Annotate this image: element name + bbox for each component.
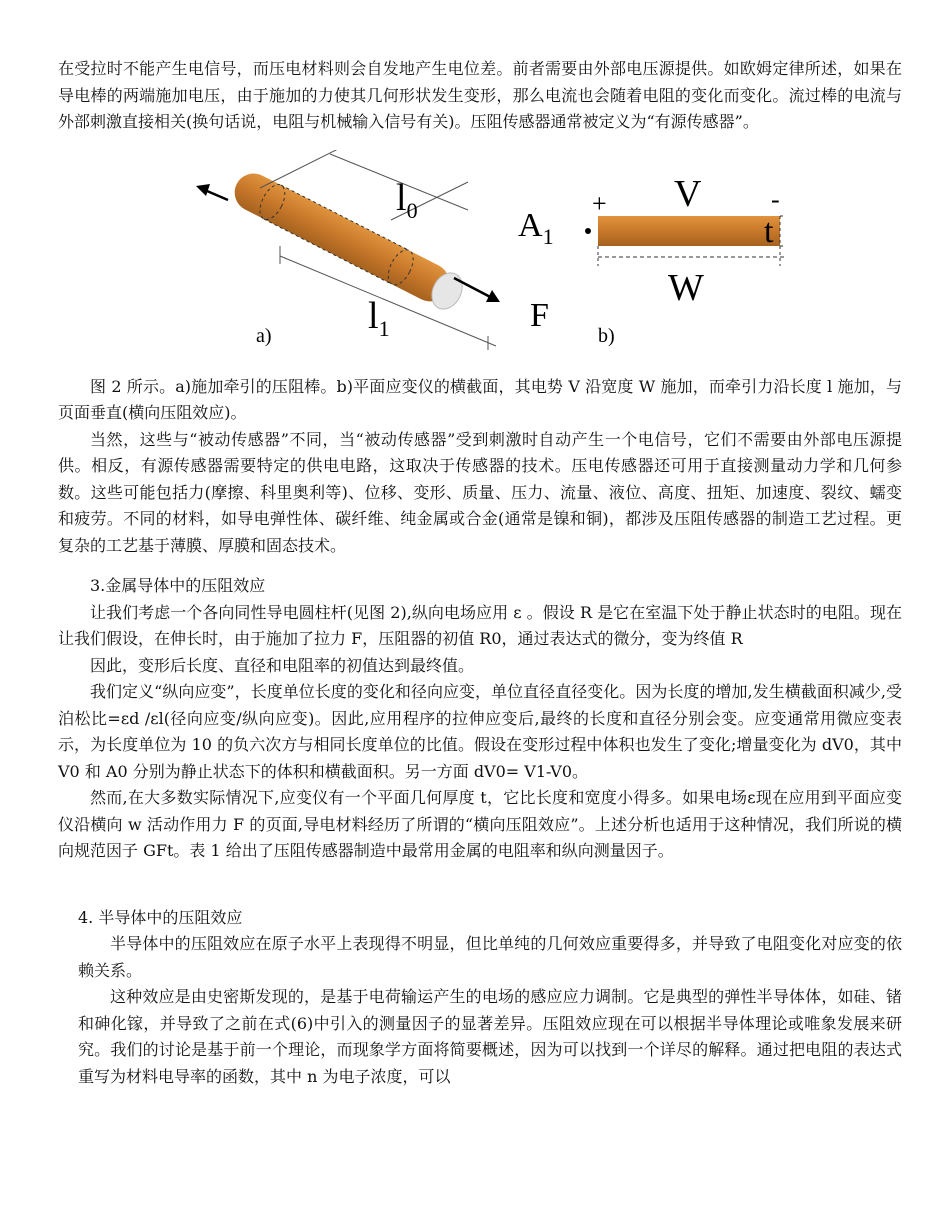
force-label: F [530,296,549,334]
gauge-body [598,216,780,246]
document-page [58,56,902,1090]
figure-caption: 图 2 所示。a)施加牵引的压阻棒。b)平面应变仪的横截面，其电势 V 沿宽度 W 施加，而牵引力沿长度 l 施加，与页面垂直(横向压阻效应)。 [58,376,902,422]
paragraph-3-4: 然而,在大多数实际情况下,应变仪有一个平面几何厚度 t，它比长度和宽度小得多。如果电场ε现在应用到平面应变仪沿横向 w 活动作用力 F 的页面,导电材料经历了所谓的“横向压阻效应”。上述分析也适用于这种情况，我们所说的横向规范因子 GFt。表 1 给出了压阻传感器制造中最常用金属的电阻率和纵向测量因子。 [58,788,902,860]
w-label: W [668,266,704,309]
panel-a-label: a) [256,324,272,347]
paragraph-4-1: 半导体中的压阻效应在原子水平上表现得不明显，但比单纯的几何效应重要得多，并导致了电阻变化对应变的依赖关系。 [78,934,902,980]
planar-strain-gauge [585,173,786,347]
paragraph-3-2: 因此，变形后长度、直径和电阻率的初值达到最终值。 [90,655,475,675]
paragraph-3-3: 我们定义“纵向应变”，长度单位长度的变化和径向应变，单位直径直径变化。因为长度的增加,发生横截面积减少,受泊松比=εd /εl(径向应变/纵向应变)。因此,应用程序的拉伸应变后,最终的长度和直径分别会变。应变通常用微应变表示，为长度单位为 10 的负六次方与相同长度单位的比值。假设在变形过程中体积也发生了变化;增量变化为 dV0，其中 V0 和 A0 分别为静止状态下的体积和横截面积。另一方面 dV0= V1-V0。 [58,682,902,781]
arrow-head-left-icon [196,184,210,196]
minus-label: - [771,184,780,214]
paragraph-3-1: 让我们考虑一个各向同性导电圆柱杆(见图 2),纵向电场应用 ε 。假设 R 是它在室温下处于静止状态时的电阻。现在让我们假设，在伸长时，由于施加了拉力 F，压阻器的初值 R0，通过表达式的微分，变为终值 R [58,602,902,648]
terminal-left [585,228,591,234]
v-label: V [674,172,702,215]
l0-extension-line [260,150,340,188]
section-3-heading: 3.金属导体中的压阻效应 [90,576,266,595]
figure-2-diagram [196,150,786,360]
section-4 [78,905,902,1091]
figure-2 [58,150,902,360]
l1-label: $l_1$ [368,294,390,341]
a1-label: $A_1$ [518,206,554,249]
section-4-heading: 4. 半导体中的压阻效应 [78,907,243,927]
paragraph-4-2: 这种效应是由史密斯发现的，是基于电荷输运产生的电场的感应应力调制。它是典型的弹性半导体体，如硅、锗和砷化镓，并导致了之前在式(6)中引入的测量因子的显著差异。压阻效应现在可以根据半导体理论或唯象发展来研究。我们的讨论是基于前一个理论，而现象学方面将简要概述，因为可以找到一个详尽的解释。通过把电阻的表达式重写为材料电导率的函数，其中 n 为电子浓度，可以 [78,987,902,1086]
t-label: t [764,212,774,250]
piezoresistive-rod [196,150,554,350]
plus-label: + [592,188,607,218]
l0-label: $l_0$ [396,176,418,223]
paragraph-intro: 在受拉时不能产生电信号，而压电材料则会自发地产生电位差。前者需要由外部电压源提供。如欧姆定律所述，如果在导电棒的两端施加电压，由于施加的力使其几何形状发生变形，那么电流也会随着电阻的变化而变化。流过棒的电流与外部刺激直接相关(换句话说，电阻与机械输入信号有关)。压阻传感器通常被定义为“有源传感器”。 [58,59,902,131]
panel-b-label: b) [598,324,615,347]
rod-body [228,166,456,307]
paragraph-active-sensor: 当然，这些与“被动传感器”不同，当“被动传感器”受到刺激时自动产生一个电信号，它们不需要由外部电压源提供。相反，有源传感器需要特定的供电电路，这取决于传感器的技术。压电传感器还可用于直接测量动力学和几何参数。这些可能包括力(摩擦、科里奥利等)、位移、变形、质量、压力、流量、液位、高度、扭矩、加速度、裂纹、蠕变和疲劳。不同的材料，如导电弹性体、碳纤维、纯金属或合金(通常是镍和铜)，都涉及压阻传感器的制造工艺过程。更复杂的工艺基于薄膜、厚膜和固态技术。 [58,429,902,555]
